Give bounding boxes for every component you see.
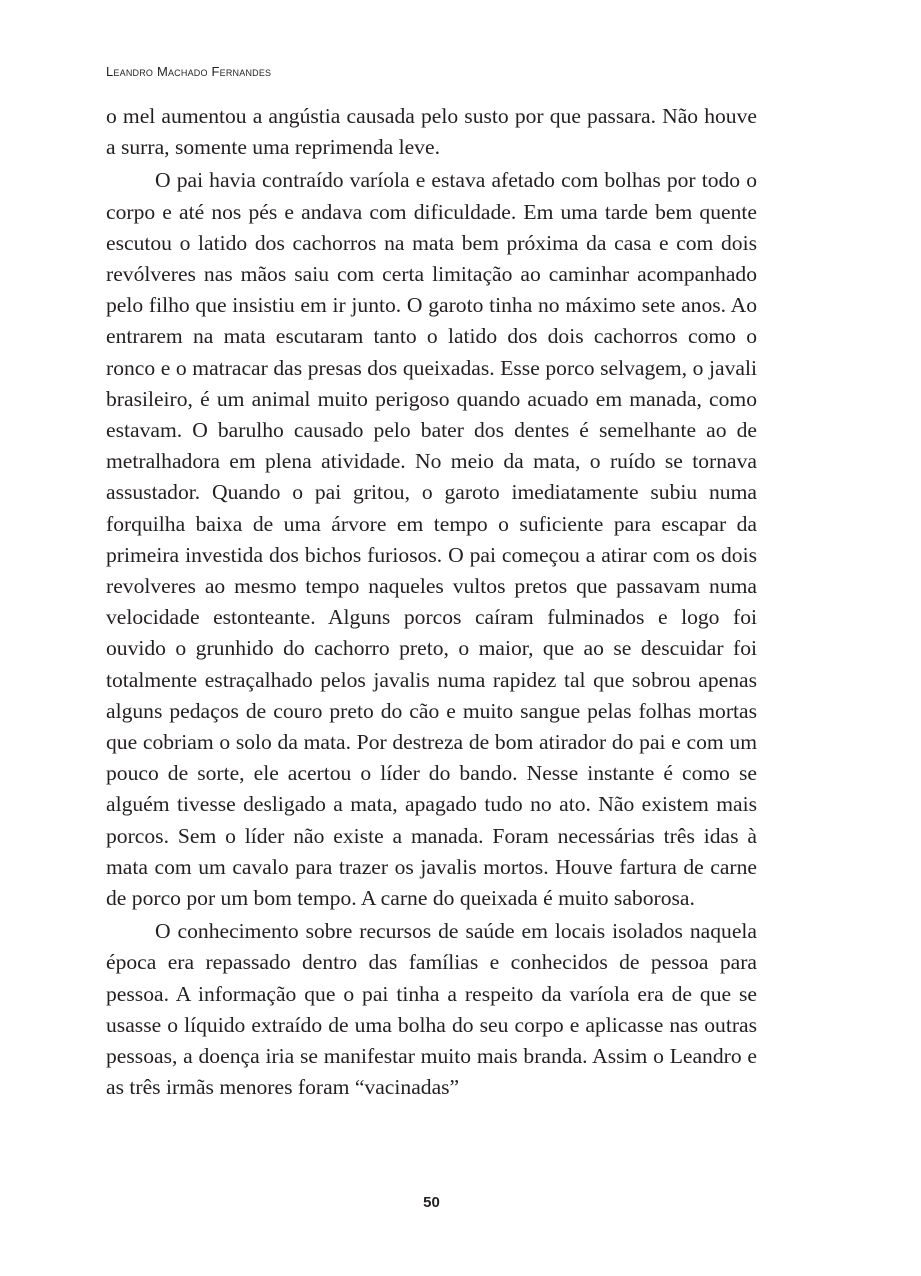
body-text [106, 101, 757, 1104]
running-header: Leandro Machado Fernandes [106, 64, 272, 79]
paragraph-health-knowledge: O conhecimento sobre recursos de saúde em locais isolados naquela época era repassado dentro das famílias e conhecidos de pessoa para pessoa. A informação que o pai tinha a respeito da varíola era de que se usasse o líquido extraído de uma bolha do seu corpo e aplicasse nas outras pessoas, a doença iria se manifestar muito mais branda. Assim o Leandro e as três irmãs menores foram “vacinadas” [106, 919, 757, 1100]
paragraph-smallpox-hunt: O pai havia contraído varíola e estava afetado com bolhas por todo o corpo e até nos pés e andava com dificuldade. Em uma tarde bem quente escutou o latido dos cachorros na mata bem próxima da casa e com dois revólveres nas mãos saiu com certa limitação ao caminhar acompanhado pelo filho que insistiu em ir junto. O garoto tinha no máximo sete anos. Ao entrarem na mata escutaram tanto o latido dos dois cachorros como o ronco e o matracar das presas dos queixadas. Esse porco selvagem, o javali brasileiro, é um animal muito perigoso quando acuado em manada, como estavam. O barulho causado pelo bater dos dentes é semelhante ao de metralhadora em plena atividade. No meio da mata, o ruído se tornava assustador. Quando o pai gritou, o garoto imediatamente subiu numa forquilha baixa de uma árvore em tempo o suficiente para escapar da primeira investida dos bichos furiosos. O pai começou a atirar com os dois revolveres ao mesmo tempo naqueles vultos pretos que passavam numa velocidade estonteante. Alguns porcos caíram fulminados e logo foi ouvido o grunhido do cachorro preto, o maior, que ao se descuidar foi totalmente estraçalhado pelos javalis numa rapidez tal que sobrou apenas alguns pedaços de couro preto do cão e muito sangue pelas folhas mortas que cobriam o solo da mata. Por destreza de bom atirador do pai e com um pouco de sorte, ele acertou o líder do bando. Nesse instante é como se alguém tivesse desligado a mata, apagado tudo no ato. Não existem mais porcos. Sem o líder não existe a manada. Foram necessárias três idas à mata com um cavalo para trazer os javalis mortos. Houve fartura de carne de porco por um bom tempo. A carne do queixada é muito saborosa. [106, 168, 757, 911]
page-number: 50 [423, 1194, 440, 1211]
paragraph-continuation: o mel aumentou a angústia causada pelo susto por que passara. Não houve a surra, somente uma reprimenda leve. [106, 104, 757, 160]
